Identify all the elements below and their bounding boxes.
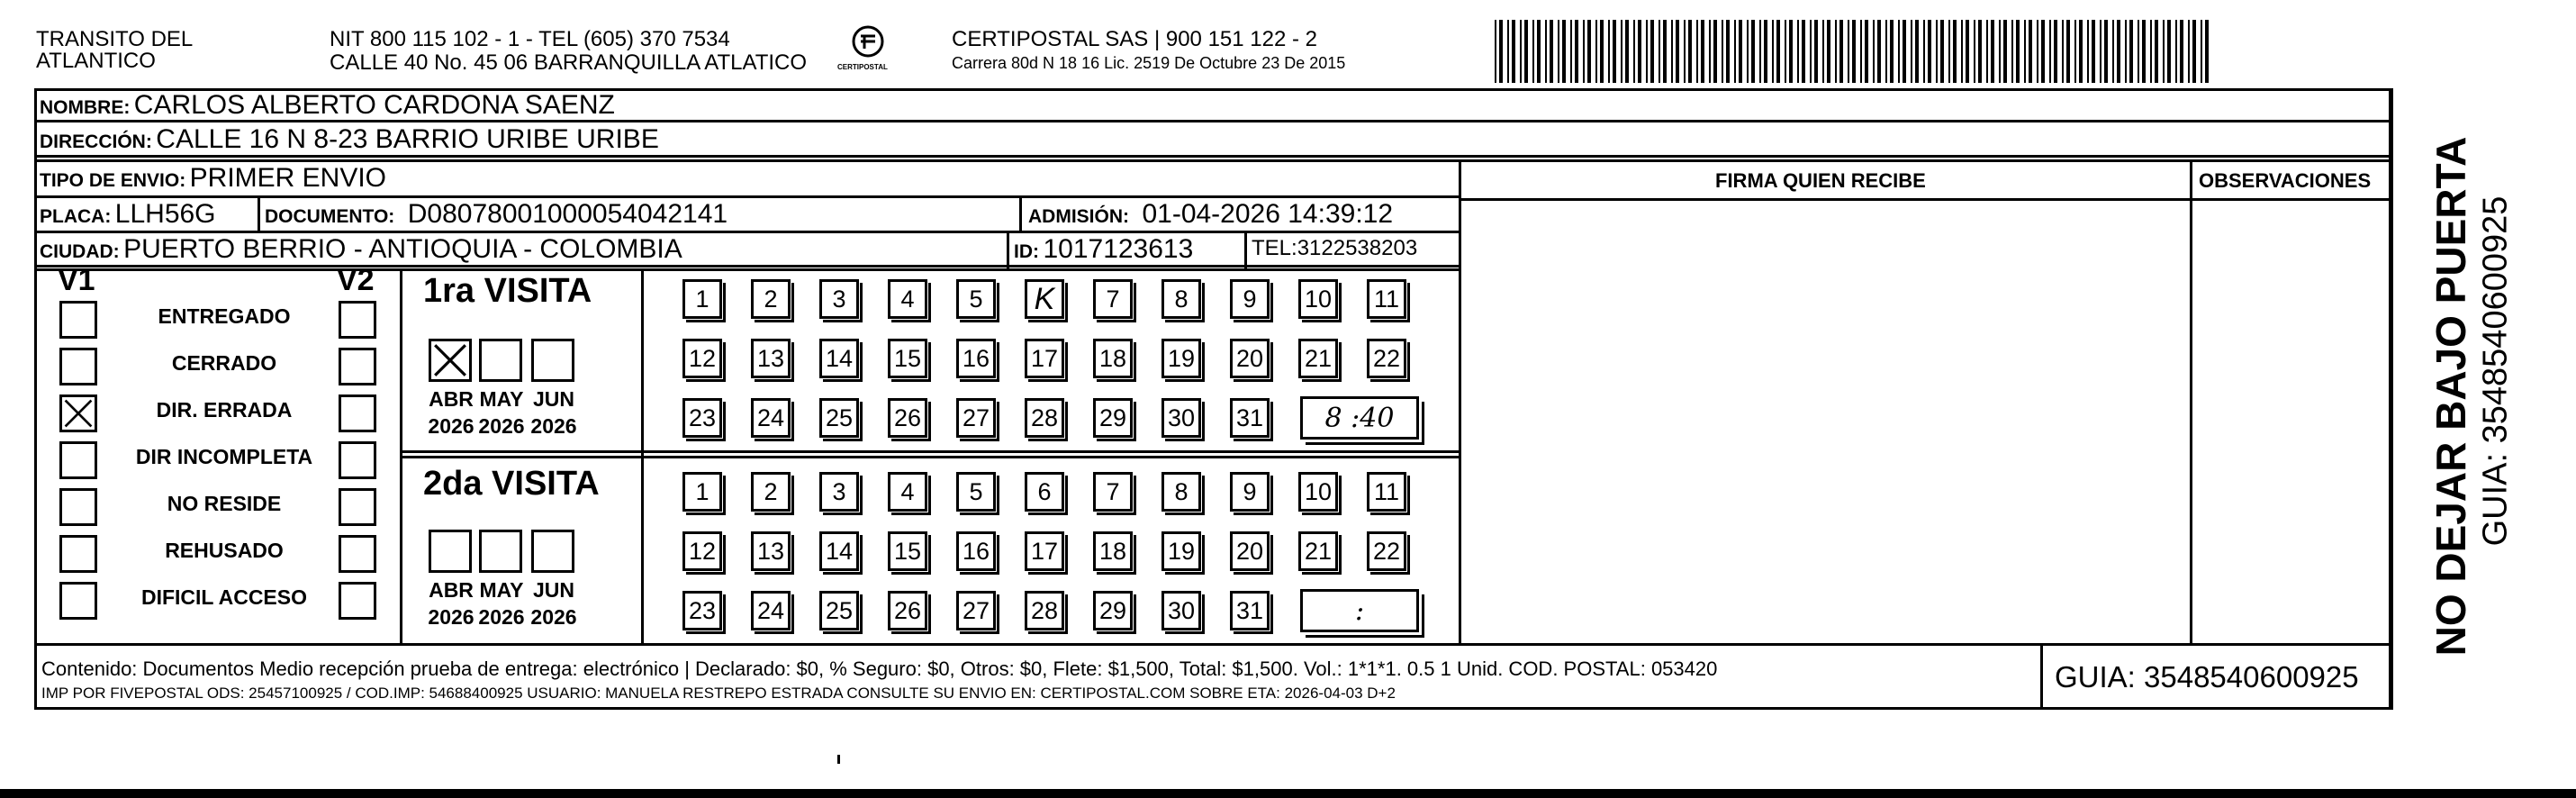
barcode-bar: [1638, 20, 1641, 83]
day-cell[interactable]: 18: [1093, 339, 1133, 378]
barcode-bar: [1991, 20, 1994, 83]
barcode-bar: [1532, 20, 1534, 83]
barcode-bar: [2092, 20, 2095, 83]
barcode-bar: [2029, 20, 2032, 83]
document-value: D08078001000054042141: [407, 199, 728, 229]
barcode-bar: [1911, 20, 1912, 83]
barcode-bar: [2180, 20, 2183, 83]
v1-checkbox[interactable]: [59, 488, 97, 526]
day-cell[interactable]: 16: [956, 339, 996, 378]
barcode-bar: [1512, 20, 1515, 83]
barcode-bar: [1848, 20, 1849, 83]
day-cell[interactable]: 19: [1161, 531, 1201, 571]
month-checkbox[interactable]: [429, 339, 472, 382]
status-reason-label: NO RESIDE: [167, 492, 282, 515]
day-cell[interactable]: 7: [1093, 472, 1133, 512]
barcode-bar: [1625, 20, 1629, 83]
day-cell[interactable]: 17: [1025, 339, 1064, 378]
barcode-bar: [1621, 20, 1622, 83]
day-cell[interactable]: 21: [1298, 531, 1338, 571]
v2-checkbox[interactable]: [339, 582, 376, 620]
id-label: ID:: [1014, 241, 1039, 262]
barcode-bar: [2041, 20, 2045, 83]
recipient-address: CALLE 16 N 8-23 BARRIO URIBE URIBE: [156, 124, 659, 154]
month-label: JUN 2026: [530, 387, 577, 438]
barcode-bar: [2163, 20, 2165, 83]
day-cell[interactable]: 13: [751, 531, 791, 571]
plate-label: PLACA:: [40, 206, 112, 227]
day-cell[interactable]: 25: [819, 398, 859, 438]
status-reason-label: ENTREGADO: [158, 304, 291, 328]
admission-label: ADMISIÓN:: [1028, 206, 1129, 227]
barcode-bar: [1978, 20, 1982, 83]
carrier-address: Carrera 80d N 18 16 Lic. 2519 De Octubre 23 De 2015: [952, 54, 1346, 72]
barcode-bar: [1558, 20, 1559, 83]
barcode-bar: [1898, 20, 1900, 83]
month-label: MAY 2026: [478, 387, 525, 438]
barcode-bar: [2138, 20, 2139, 83]
barcode-bar: [2188, 20, 2190, 83]
bottom-edge-bar: [0, 789, 2576, 798]
barcode-bar: [1713, 20, 1717, 83]
barcode-bar: [1986, 20, 1988, 83]
barcode-bar: [2066, 20, 2070, 83]
barcode-bar: [1827, 20, 1830, 83]
day-cell[interactable]: 9: [1230, 472, 1270, 512]
barcode-bar: [1537, 20, 1541, 83]
day-cell[interactable]: 7: [1093, 279, 1133, 319]
barcode-bar: [2167, 20, 2171, 83]
barcode-bar: [1961, 20, 1963, 83]
barcode-bar: [1671, 20, 1673, 83]
v1-checkbox[interactable]: [59, 582, 97, 620]
day-cell[interactable]: 17: [1025, 531, 1064, 571]
plate-cell: [40, 199, 216, 230]
footer-guia: GUIA: 3548540600925: [2055, 660, 2359, 694]
barcode-bar: [1726, 20, 1730, 83]
barcode-bar: [2175, 20, 2177, 83]
barcode-bar: [2112, 20, 2114, 83]
day-cell[interactable]: 10: [1298, 472, 1338, 512]
barcode: [1495, 20, 2215, 83]
recipient-name: CARLOS ALBERTO CARDONA SAENZ: [133, 90, 615, 120]
barcode-bar: [2054, 20, 2057, 83]
certipostal-logo: [836, 23, 900, 79]
v2-checkbox[interactable]: [339, 301, 376, 339]
city-value: PUERTO BERRIO - ANTIOQUIA - COLOMBIA: [123, 234, 682, 264]
barcode-bar: [1822, 20, 1824, 83]
day-cell[interactable]: 15: [888, 531, 927, 571]
day-cell[interactable]: 8: [1161, 472, 1201, 512]
barcode-bar: [2150, 20, 2152, 83]
barcode-bar: [1613, 20, 1616, 83]
day-cell[interactable]: 27: [956, 398, 996, 438]
day-cell[interactable]: 15: [888, 339, 927, 378]
barcode-bar: [1499, 20, 1503, 83]
barcode-bar: [1676, 20, 1679, 83]
barcode-bar: [1928, 20, 1931, 83]
tel-value: 3122538203: [1297, 236, 1418, 260]
barcode-bar: [1839, 20, 1843, 83]
barcode-bar: [2201, 20, 2202, 83]
send-type-value: PRIMER ENVIO: [189, 163, 387, 193]
day-cell[interactable]: 30: [1161, 591, 1201, 630]
barcode-bar: [1684, 20, 1686, 83]
barcode-bar: [1877, 20, 1881, 83]
barcode-bar: [1810, 20, 1812, 83]
barcode-bar: [1953, 20, 1957, 83]
barcode-bar: [2117, 20, 2120, 83]
v2-checkbox[interactable]: [339, 394, 376, 432]
day-cell[interactable]: 29: [1093, 591, 1133, 630]
day-cell[interactable]: 1: [682, 279, 722, 319]
day-cell[interactable]: 16: [956, 531, 996, 571]
scan-mark: [837, 755, 840, 764]
contents-line: Contenido: Documentos Medio recepción prueba de entrega: electrónico | Declarado: $0, % Seguro: $0, Otros: $0, Flete: $1,500, Total: $1,500. Vol.: 1*1*1. 0.5 1 Unid. COD. POSTAL: 053420: [41, 657, 1718, 680]
barcode-bar: [1722, 20, 1723, 83]
name-label: NOMBRE:: [40, 97, 131, 118]
day-cell[interactable]: 26: [888, 591, 927, 630]
barcode-bar: [2100, 20, 2101, 83]
barcode-bar: [1999, 20, 2001, 83]
day-cell[interactable]: 4: [888, 279, 927, 319]
barcode-bar: [1507, 20, 1509, 83]
barcode-bar: [2079, 20, 2083, 83]
v1-checkbox[interactable]: [59, 394, 97, 432]
v1-checkbox[interactable]: [59, 301, 97, 339]
day-cell[interactable]: 10: [1298, 279, 1338, 319]
admission-cell: [1028, 199, 1393, 230]
barcode-bar: [1739, 20, 1742, 83]
v1-checkbox[interactable]: [59, 348, 97, 385]
day-cell[interactable]: 3: [819, 472, 859, 512]
barcode-bar: [1873, 20, 1875, 83]
barcode-bar: [1751, 20, 1755, 83]
v2-checkbox[interactable]: [339, 488, 376, 526]
day-cell[interactable]: 14: [819, 339, 859, 378]
barcode-bar: [1974, 20, 1975, 83]
day-cell[interactable]: 22: [1367, 339, 1406, 378]
day-cell[interactable]: 31: [1230, 591, 1270, 630]
barcode-bar: [2192, 20, 2196, 83]
day-cell[interactable]: 26: [888, 398, 927, 438]
address-label: DIRECCIÓN:: [40, 131, 152, 152]
barcode-bar: [1865, 20, 1868, 83]
day-cell[interactable]: 6: [1025, 472, 1064, 512]
logo-text: CERTIPOSTAL: [837, 63, 888, 71]
barcode-bar: [1608, 20, 1610, 83]
day-cell[interactable]: 24: [751, 591, 791, 630]
barcode-bar: [1885, 20, 1887, 83]
tel-cell: [1252, 236, 1417, 261]
visit2-title: 2da VISITA: [423, 465, 600, 503]
month-checkbox[interactable]: [479, 530, 522, 573]
barcode-bar: [2104, 20, 2108, 83]
barcode-bar: [2003, 20, 2007, 83]
barcode-bar: [1545, 20, 1547, 83]
status-reason-label: DIR. ERRADA: [156, 398, 293, 422]
barcode-bar: [1688, 20, 1692, 83]
barcode-bar: [1633, 20, 1635, 83]
document-label: DOCUMENTO:: [265, 206, 395, 227]
barcode-bar: [2074, 20, 2076, 83]
barcode-bar: [1860, 20, 1862, 83]
address-row: [40, 124, 659, 155]
plate-value: LLH56G: [114, 199, 216, 229]
sender-address: CALLE 40 No. 45 06 BARRANQUILLA ATLATICO: [330, 50, 808, 75]
barcode-bar: [1747, 20, 1749, 83]
barcode-bar: [1583, 20, 1585, 83]
barcode-bar: [1759, 20, 1761, 83]
day-cell[interactable]: 28: [1025, 591, 1064, 630]
barcode-bar: [1915, 20, 1919, 83]
barcode-bar: [1520, 20, 1522, 83]
barcode-bar: [1600, 20, 1604, 83]
barcode-bar: [2125, 20, 2127, 83]
day-cell[interactable]: 23: [682, 398, 722, 438]
barcode-bar: [1814, 20, 1818, 83]
day-cell[interactable]: K: [1025, 279, 1064, 319]
barcode-bar: [2129, 20, 2133, 83]
month-checkbox[interactable]: [531, 530, 574, 573]
day-cell[interactable]: 3: [819, 279, 859, 319]
day-cell[interactable]: 25: [819, 591, 859, 630]
city-label: CIUDAD:: [40, 241, 120, 262]
tel-label: TEL:: [1252, 236, 1297, 260]
day-cell[interactable]: 12: [682, 531, 722, 571]
v2-label: V2: [337, 263, 375, 297]
day-cell[interactable]: 20: [1230, 339, 1270, 378]
day-cell[interactable]: 30: [1161, 398, 1201, 438]
day-cell[interactable]: 24: [751, 398, 791, 438]
city-cell: [40, 234, 682, 265]
imp-line: IMP POR FIVEPOSTAL ODS: 25457100925 / COD.IMP: 54688400925 USUARIO: MANUELA RESTREPO ESTRADA CONSULTE SU ENVIO EN: CERTIPOSTAL.COM SOBRE ETA: 2026-04-03 D+2: [41, 685, 1396, 702]
v2-checkbox[interactable]: [339, 441, 376, 479]
barcode-bar: [2011, 20, 2013, 83]
month-checkbox[interactable]: [479, 339, 522, 382]
day-cell[interactable]: 11: [1367, 279, 1406, 319]
barcode-bar: [1940, 20, 1944, 83]
barcode-bar: [1852, 20, 1856, 83]
barcode-bar: [1948, 20, 1950, 83]
barcode-bar: [1802, 20, 1805, 83]
day-cell[interactable]: 14: [819, 531, 859, 571]
day-cell[interactable]: 5: [956, 472, 996, 512]
barcode-bar: [1772, 20, 1774, 83]
day-cell[interactable]: 5: [956, 279, 996, 319]
barcode-bar: [1524, 20, 1528, 83]
barcode-bar: [1903, 20, 1906, 83]
day-cell[interactable]: 19: [1161, 339, 1201, 378]
barcode-bar: [1776, 20, 1780, 83]
month-checkbox[interactable]: [531, 339, 574, 382]
barcode-bar: [1709, 20, 1711, 83]
send-type-label: TIPO DE ENVIO:: [40, 170, 186, 191]
barcode-bar: [1696, 20, 1698, 83]
barcode-bar: [1890, 20, 1894, 83]
barcode-bar: [1835, 20, 1837, 83]
time-field[interactable]: 8 :40: [1300, 396, 1419, 440]
barcode-bar: [1663, 20, 1667, 83]
v1-label: V1: [58, 263, 95, 297]
barcode-bar: [1734, 20, 1736, 83]
barcode-bar: [1936, 20, 1938, 83]
day-cell[interactable]: 21: [1298, 339, 1338, 378]
month-label: ABR 2026: [428, 578, 475, 629]
barcode-bar: [1575, 20, 1578, 83]
company-name-line2: ATLANTICO: [36, 49, 156, 73]
v1-checkbox[interactable]: [59, 535, 97, 573]
side-warning: NO DEJAR BAJO PUERTA: [2427, 136, 2474, 657]
v1-checkbox[interactable]: [59, 441, 97, 479]
barcode-bar: [2049, 20, 2051, 83]
barcode-bar: [1764, 20, 1767, 83]
time-field-shadow: [1306, 402, 1424, 445]
status-reason-label: DIR INCOMPLETA: [135, 445, 313, 468]
barcode-bar: [2062, 20, 2064, 83]
status-reason-label: CERRADO: [171, 351, 277, 375]
day-cell[interactable]: 2: [751, 472, 791, 512]
status-reason-label: REHUSADO: [165, 539, 284, 562]
barcode-bar: [1789, 20, 1793, 83]
v2-checkbox[interactable]: [339, 535, 376, 573]
barcode-bar: [1966, 20, 1969, 83]
observations-header: OBSERVACIONES: [2199, 169, 2372, 192]
barcode-bar: [1550, 20, 1553, 83]
v2-checkbox[interactable]: [339, 348, 376, 385]
send-type-row: [40, 163, 386, 194]
company-name-line1: TRANSITO DEL: [36, 27, 194, 51]
day-cell[interactable]: 20: [1230, 531, 1270, 571]
day-cell[interactable]: 28: [1025, 398, 1064, 438]
day-cell[interactable]: 11: [1367, 472, 1406, 512]
status-reason-label: DIFICIL ACCESO: [140, 585, 307, 609]
visit1-title: 1ra VISITA: [423, 272, 592, 310]
day-cell[interactable]: 2: [751, 279, 791, 319]
barcode-bar: [1659, 20, 1660, 83]
document-cell: [265, 199, 728, 230]
id-value: 1017123613: [1043, 234, 1194, 264]
day-cell[interactable]: 22: [1367, 531, 1406, 571]
signature-header: FIRMA QUIEN RECIBE: [1715, 169, 1926, 192]
barcode-bar: [1595, 20, 1597, 83]
nit-line: NIT 800 115 102 - 1 - TEL (605) 370 7534: [330, 27, 730, 51]
barcode-bar: [1701, 20, 1704, 83]
barcode-bar: [1495, 20, 1496, 83]
barcode-bar: [2087, 20, 2089, 83]
barcode-bar: [1646, 20, 1648, 83]
time-field[interactable]: :: [1300, 589, 1419, 632]
day-cell[interactable]: 1: [682, 472, 722, 512]
id-cell: [1014, 234, 1193, 265]
day-cell[interactable]: 12: [682, 339, 722, 378]
barcode-bar: [2024, 20, 2026, 83]
day-cell[interactable]: 23: [682, 591, 722, 630]
admission-value: 01-04-2026 14:39:12: [1142, 199, 1394, 229]
month-label: JUN 2026: [530, 578, 577, 629]
day-cell[interactable]: 29: [1093, 398, 1133, 438]
barcode-bar: [2037, 20, 2038, 83]
day-cell[interactable]: 8: [1161, 279, 1201, 319]
day-cell[interactable]: 27: [956, 591, 996, 630]
carrier-name: CERTIPOSTAL SAS | 900 151 122 - 2: [952, 27, 1317, 51]
day-cell[interactable]: 9: [1230, 279, 1270, 319]
barcode-bar: [1923, 20, 1925, 83]
month-label: MAY 2026: [478, 578, 525, 629]
day-cell[interactable]: 4: [888, 472, 927, 512]
form-frame: [34, 88, 2393, 710]
day-cell[interactable]: 13: [751, 339, 791, 378]
month-checkbox[interactable]: [429, 530, 472, 573]
month-label: ABR 2026: [428, 387, 475, 438]
barcode-bar: [1562, 20, 1566, 83]
time-field-shadow: [1306, 594, 1424, 638]
day-cell[interactable]: 31: [1230, 398, 1270, 438]
barcode-bar: [2016, 20, 2020, 83]
barcode-bar: [2142, 20, 2146, 83]
barcode-bar: [1650, 20, 1654, 83]
barcode-bar: [1797, 20, 1799, 83]
barcode-bar: [1785, 20, 1786, 83]
barcode-bar: [2205, 20, 2209, 83]
barcode-bar: [2155, 20, 2158, 83]
barcode-bar: [1570, 20, 1572, 83]
day-cell[interactable]: 18: [1093, 531, 1133, 571]
name-row: [40, 90, 615, 121]
barcode-bar: [1587, 20, 1591, 83]
side-guia: GUIA: 3548540600925: [2476, 195, 2515, 547]
